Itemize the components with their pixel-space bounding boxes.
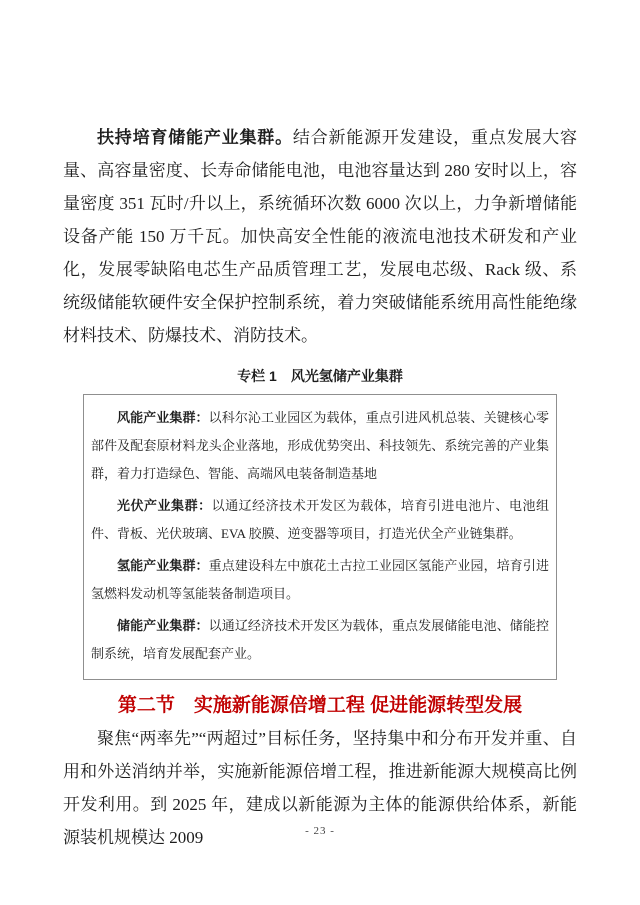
text-content [63,121,577,854]
box-item-lead: 风能产业集群： [117,410,209,425]
page-number: - 23 - [305,825,335,837]
box-item-wind [91,404,549,488]
box-item-text: 以科尔沁工业园区为载体，重点引进风机总装、关键核心零部件及配套原材料龙头企业落地，形成优势突出、科技领先、系统完善的产业集群，着力打造绿色、智能、高端风电装备制造基地 [91,410,549,481]
section-heading: 第二节 实施新能源倍增工程 促进能源转型发展 [117,695,523,716]
box-item-text: 以通辽经济技术开发区为载体，培育引进电池片、电池组件、背板、光伏玻璃、EVA 胶膜、逆变器等项目，打造光伏全产业链集群。 [91,498,549,541]
paragraph-body-text: 结合新能源开发建设，重点发展大容量、高容量密度、长寿命储能电池，电池容量达到 280 安时以上，容量密度 351 瓦时/升以上，系统循环次数 6000 次以上，力争新增储能设备产能 150 万千瓦。加快高安全性能的液流电池技术研发和产业化，发展零缺陷电芯生产品质管理工艺，发展电芯级、Rack 级、系统级储能软硬件安全保护控制系统，着力突破储能系统用高性能绝缘材料技术、防爆技术、消防技术。 [63,128,578,345]
feature-box [83,394,557,680]
box-item-lead: 光伏产业集群： [117,498,212,513]
box-item-text: 以通辽经济技术开发区为载体，重点发展储能电池、储能控制系统，培育发展配套产业。 [91,618,549,661]
new-energy-paragraph: 聚焦“两率先”“两超过”目标任务，坚持集中和分布开发并重、自用和外送消纳并举，实施新能源倍增工程，推进新能源大规模高比例开发利用。到 2025 年，建成以新能源为主体的能源供给体系，新能源装机规模达 2009 [63,729,577,847]
storage-cluster-paragraph [63,121,577,352]
box-item-hydrogen [91,552,549,608]
box-item-text: 重点建设科左中旗花土古拉工业园区氢能产业园，培育引进氢燃料发动机等氢能装备制造项目。 [91,558,549,601]
box-item-solar [91,492,549,548]
box-item-lead: 储能产业集群： [117,618,209,633]
box-item-lead: 氢能产业集群： [117,558,209,573]
paragraph-lead-bold: 扶持培育储能产业集群。 [97,128,293,147]
box-item-storage [91,612,549,668]
feature-box-title: 专栏 1 风光氢储产业集群 [237,368,403,384]
